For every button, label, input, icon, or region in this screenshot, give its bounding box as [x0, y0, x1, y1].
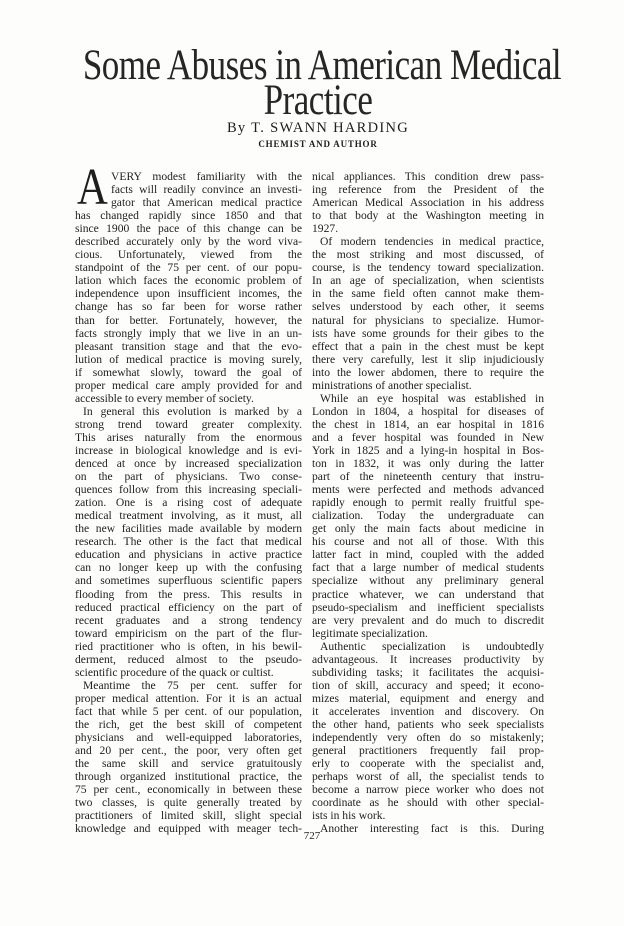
text-line: strong trend toward greater complexity. [75, 417, 302, 431]
text-line: course, is the tendency toward specialization. [312, 261, 544, 275]
text-line: it accelerates invention and discovery. On [312, 704, 544, 718]
text-line: In general this evolution is marked by a [83, 404, 302, 418]
text-line: lution of medical practice is moving surely, [75, 352, 302, 366]
text-line: proper medical care amply provided for and [75, 378, 302, 392]
text-line: fact that while 5 per cent. of our population, [75, 704, 302, 718]
byline [12, 120, 624, 136]
text-line: facts strongly imply that we live in an un- [75, 326, 302, 340]
text-line: knowledge and equipped with meager tech- [75, 822, 302, 836]
text-line: erly to cooperate with the specialist and, [312, 757, 544, 771]
text-line: the chest in 1814, an ear hospital in 1816 [312, 417, 544, 431]
text-line: there very carefully, lest it slip injudiciously [312, 352, 544, 366]
text-line: reduced practical efficiency on the part of [75, 600, 302, 614]
text-line: denced at once by increased specialization [75, 457, 302, 471]
text-line: since 1900 the pace of this change can be [75, 222, 302, 236]
text-line: proper medical attention. For it is an actual [75, 691, 302, 705]
text-line: rapidly enough to permit really fruitful spe- [312, 496, 544, 510]
title-line: Practice [263, 75, 373, 124]
text-line: nical appliances. This condition drew pass- [312, 170, 544, 183]
text-line: ists have some grounds for their gibes to the [312, 326, 544, 340]
text-line: education and physicians in active practice [75, 548, 302, 562]
text-line: the most striking and most discussed, of [312, 248, 544, 262]
text-line: ried practitioner who is often, in his bewil- [75, 639, 302, 653]
text-line: part of the nineteenth century that instru- [312, 470, 544, 484]
text-line: This arises naturally from the enormous [75, 430, 302, 444]
text-line: VERY modest familiarity with the [111, 170, 302, 183]
byline-prefix: By [226, 120, 247, 136]
text-line: in the same field often cannot make them- [312, 287, 544, 301]
text-line: latter fact in mind, coupled with the added [312, 548, 544, 562]
text-line: if somewhat slowly, toward the goal of [75, 365, 302, 379]
text-line: cialization. Today the undergraduate can [312, 509, 544, 523]
text-line: coordinate as he should with other special- [312, 796, 544, 810]
text-line: general practitioners frequently fail prop- [312, 744, 544, 758]
text-line: lation which faces the economic problem of [75, 274, 302, 288]
text-line: derment, reduced almost to the pseudo- [75, 652, 302, 666]
text-line: two classes, is quite generally treated by [75, 796, 302, 810]
text-line: advantageous. It increases productivity by [312, 652, 544, 666]
text-line: subdividing tasks; it facilitates the acquisi- [312, 665, 544, 679]
text-line: medical treatment involving, as it must, all [75, 509, 302, 523]
text-line: and sometimes superfluous scientific papers [75, 574, 302, 588]
text-line: cious. Unfortunately, viewed from the [75, 248, 302, 262]
text-line: toward empiricism on the part of the flur- [75, 626, 302, 640]
text-line: gator that American medical practice [111, 196, 302, 210]
paragraph [75, 679, 302, 836]
text-line: recent graduates and a strong tendency [75, 613, 302, 627]
text-line: ministrations of another specialist. [312, 378, 472, 392]
text-line: ments were perfected and methods advanced [312, 483, 544, 497]
paragraph [312, 170, 544, 235]
text-line: pleasant transition stage and that the evo- [75, 339, 302, 353]
text-line: York in 1825 and a lying-in hospital in Bos- [312, 443, 544, 457]
paragraph [312, 235, 544, 392]
text-line: the same skill and service gratuitously [75, 757, 302, 771]
text-line: legitimate specialization. [312, 626, 428, 640]
text-line: pseudo-specialism and inefficient specialists [312, 600, 544, 614]
text-line: 75 per cent., economically in between these [75, 783, 302, 797]
text-line: London in 1804, a hospital for diseases of [312, 404, 544, 418]
text-line: change has so far been for worse rather [75, 300, 302, 314]
text-line: to that body at the Washington meeting in [312, 209, 544, 223]
text-line: Of modern tendencies in medical practice, [320, 235, 544, 249]
text-line: his course and not all of those. With this [312, 535, 544, 549]
text-line: than for better. Fortunately, however, the [75, 313, 302, 327]
text-line: Authentic specialization is undoubtedly [320, 639, 544, 653]
text-line: 1927. [312, 222, 339, 236]
text-line: physicians and well-equipped laboratories, [75, 731, 302, 745]
text-line: described accurately only by the word viva- [75, 235, 302, 249]
text-line: into the lower abdomen, there to require the [312, 365, 544, 379]
text-line: through organized institutional practice, the [75, 770, 302, 784]
author-credentials: CHEMIST AND AUTHOR [258, 139, 378, 149]
text-line: and a fever hospital was founded in New [312, 430, 544, 444]
text-line: selves understood by each other, it seems [312, 300, 544, 314]
text-line: independently very often do so mistakenly; [312, 731, 544, 745]
text-line: has changed rapidly since 1850 and that [75, 209, 302, 223]
paragraph [312, 640, 544, 823]
paragraph [75, 405, 302, 679]
text-line: get only the main facts about medicine in [312, 522, 544, 536]
text-line: mizes material, equipment and energy and [312, 691, 544, 705]
drop-cap: A [77, 159, 108, 216]
text-line: effect that a pain in the chest must be kept [312, 339, 544, 353]
text-line: increase in biological knowledge and is evi- [75, 443, 302, 457]
text-line: ists in his work. [312, 809, 386, 823]
text-line: perhaps worst of all, the specialist tends to [312, 770, 544, 784]
text-line: tion of skill, accuracy and speed; it econo- [312, 678, 544, 692]
text-line: In an age of specialization, when scientists [312, 274, 544, 288]
text-line: become a narrow piece worker who does not [312, 783, 544, 797]
title-line: Some Abuses in American Medical [82, 40, 562, 89]
text-line: independence upon insufficient incomes, the [75, 287, 302, 301]
text-line: flooding from the press. This results in [75, 587, 302, 601]
text-line: American Medical Association in his address [312, 196, 544, 210]
text-line: fact that a large number of medical students [312, 561, 544, 575]
text-line: facts will readily convince an investi- [111, 183, 302, 197]
text-line: the new facilities made available by modern [75, 522, 302, 536]
text-line: standpoint of the 75 per cent. of our popu- [75, 261, 302, 275]
paragraph [312, 392, 544, 640]
text-line: can no longer keep up with the confusing [75, 561, 302, 575]
text-line: accessible to every member of society. [75, 391, 254, 405]
text-line: quences follow from this increasing speciali- [75, 483, 302, 497]
text-line: practice whatever, we can understand that [312, 587, 544, 601]
text-line: are very prevalent and do much to discredit [312, 613, 544, 627]
text-line: natural for physicians to specialize. Humor- [312, 313, 544, 327]
text-line: practitioners of limited skill, slight special [75, 809, 302, 823]
right-column [312, 170, 544, 835]
page-number: 727 [303, 830, 321, 842]
text-line: the rich, get the best skill of competent [75, 717, 302, 731]
text-line: ing reference from the President of the [312, 183, 544, 197]
text-line: scientific procedure of the quack or cultist. [75, 665, 274, 679]
text-line: Meantime the 75 per cent. suffer for [83, 678, 302, 692]
text-line: research. The other is the fact that medical [75, 535, 302, 549]
text-line: the other hand, patients who seek specialists [312, 717, 544, 731]
text-line: zation. One is a rising cost of adequate [75, 496, 302, 510]
text-line: specialize without any preliminary general [312, 574, 544, 588]
text-line: Another interesting fact is this. During [320, 822, 544, 836]
paragraph [75, 170, 302, 405]
text-line: While an eye hospital was established in [320, 391, 544, 405]
text-line: and 20 per cent., the poor, very often get [75, 744, 302, 758]
author-name: T. SWANN HARDING [251, 120, 410, 136]
left-column [75, 159, 302, 836]
text-line: on the part of physicians. Two conse- [75, 470, 302, 484]
text-line: ton in 1832, it was only during the latter [312, 457, 544, 471]
